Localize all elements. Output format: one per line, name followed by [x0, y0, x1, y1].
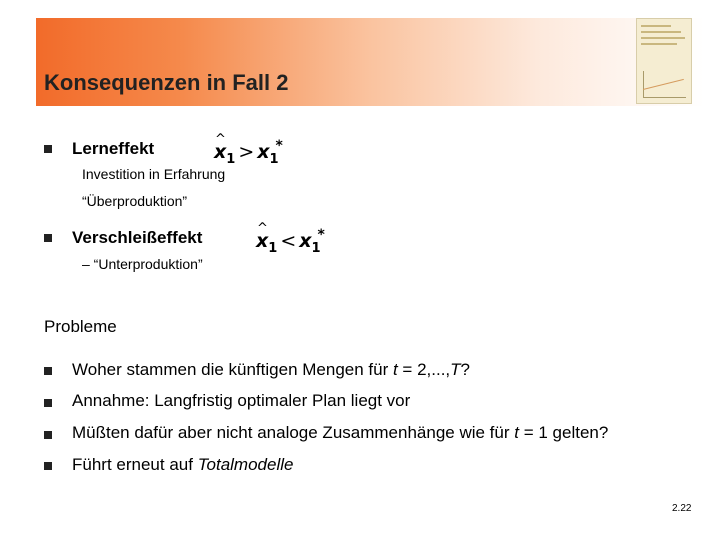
bullet-marker: [44, 234, 52, 242]
bullet-label-verschleisseffekt: Verschleißeffekt: [72, 228, 203, 247]
bullet-label-lerneffekt: Lerneffekt: [72, 139, 155, 158]
bullet-marker: [44, 367, 52, 375]
bullet-marker: [44, 145, 52, 153]
section-heading: Probleme: [44, 317, 117, 336]
formula-learning-effect: ^ $x_1 > x_1^*$: [214, 138, 283, 167]
page-number: 2.22: [672, 503, 692, 514]
sub-item: – “Unterproduktion”: [82, 256, 203, 272]
bullet-marker: [44, 399, 52, 407]
problem-item: Woher stammen die künftigen Mengen für t = 2,...,T?: [72, 360, 471, 379]
problem-item: Annahme: Langfristig optimaler Plan liegt vor: [72, 391, 411, 410]
sub-item: “Überproduktion”: [82, 193, 188, 209]
bullet-marker: [44, 462, 52, 470]
sub-item: Investition in Erfahrung: [82, 166, 226, 182]
slide-title: Konsequenzen in Fall 2: [44, 70, 289, 95]
formula-wear-effect: ^ $x_1 < x_1^*$: [256, 227, 325, 256]
book-cover-image: [636, 18, 692, 104]
problem-item: Müßten dafür aber nicht analoge Zusammenhänge wie für t = 1 gelten?: [72, 423, 609, 442]
bullet-marker: [44, 431, 52, 439]
problem-item: Führt erneut auf Totalmodelle: [72, 455, 294, 474]
